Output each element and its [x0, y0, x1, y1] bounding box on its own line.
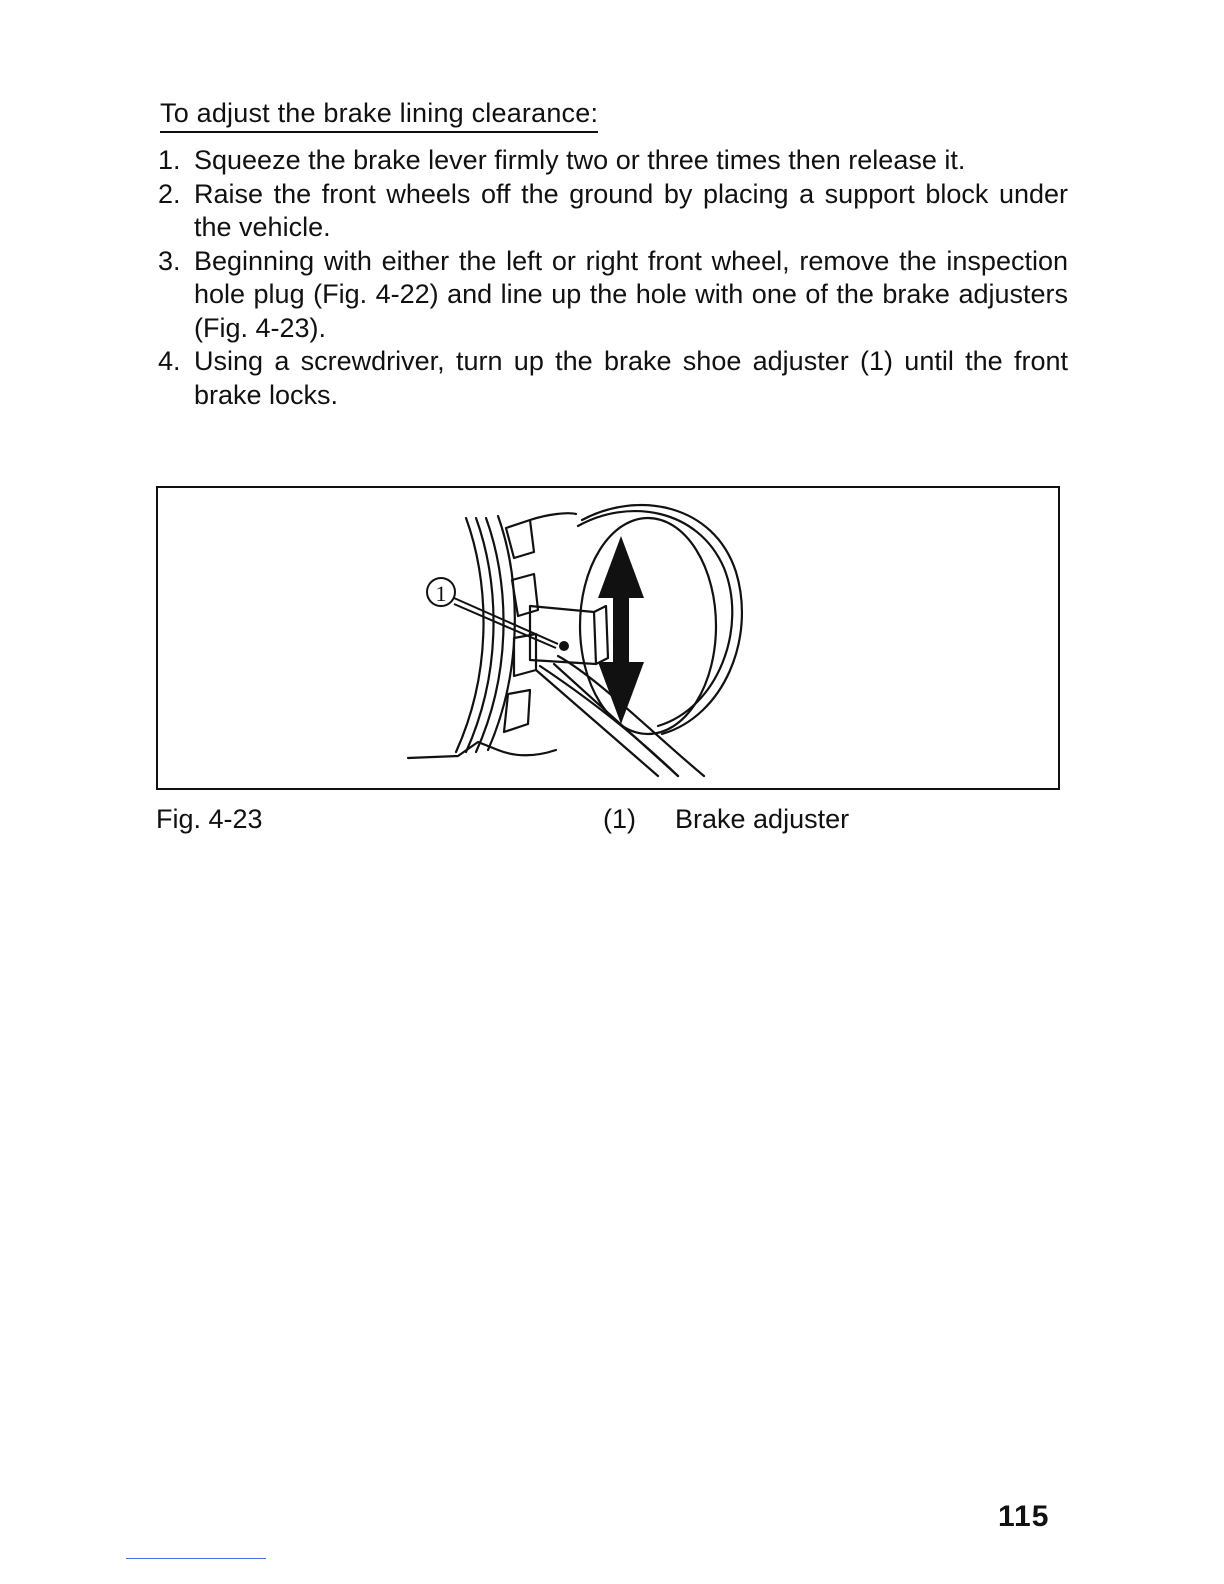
section-heading: To adjust the brake lining clearance: — [160, 98, 598, 133]
step-number: 1. — [158, 145, 181, 175]
figure-label: Fig. 4-23 — [156, 804, 263, 834]
inspection-hole-inner — [580, 518, 716, 734]
instruction-list — [158, 144, 1068, 412]
callout-marker-label: 1 — [435, 581, 447, 606]
brake-adjuster-illustration — [158, 488, 1058, 788]
page-number: 115 — [998, 1500, 1050, 1533]
instruction-step-4 — [158, 345, 1068, 412]
step-number: 4. — [158, 346, 181, 376]
instruction-step-2 — [158, 178, 1068, 245]
instruction-step-1 — [158, 144, 1068, 178]
step-text: Raise the front wheels off the ground by placing a support block under the vehicle. — [194, 178, 1068, 242]
legend-text: Brake adjuster — [675, 804, 850, 834]
figure-legend — [603, 804, 849, 835]
step-number: 3. — [158, 245, 181, 276]
inspection-hole — [578, 511, 732, 726]
step-number: 2. — [158, 178, 181, 209]
figure-frame — [156, 486, 1060, 790]
screwdriver-edge — [536, 670, 658, 776]
double-arrow-icon — [598, 536, 644, 724]
step-text: Squeeze the brake lever firmly two or three times then release it. — [194, 145, 966, 175]
step-text: Beginning with either the left or right front wheel, remove the inspection hole plug (Fig. 4-22) and line up the hole with one of the brake adjusters (Fig. 4-23). — [194, 245, 1068, 343]
legend-number: (1) — [603, 804, 636, 834]
adjuster-point — [559, 641, 569, 651]
instruction-step-3 — [158, 245, 1068, 346]
footer-rule — [126, 1558, 266, 1559]
adjuster-tooth — [506, 520, 534, 558]
callout-leader — [454, 598, 558, 644]
step-text: Using a screwdriver, turn up the brake shoe adjuster (1) until the front brake locks. — [194, 346, 1068, 410]
